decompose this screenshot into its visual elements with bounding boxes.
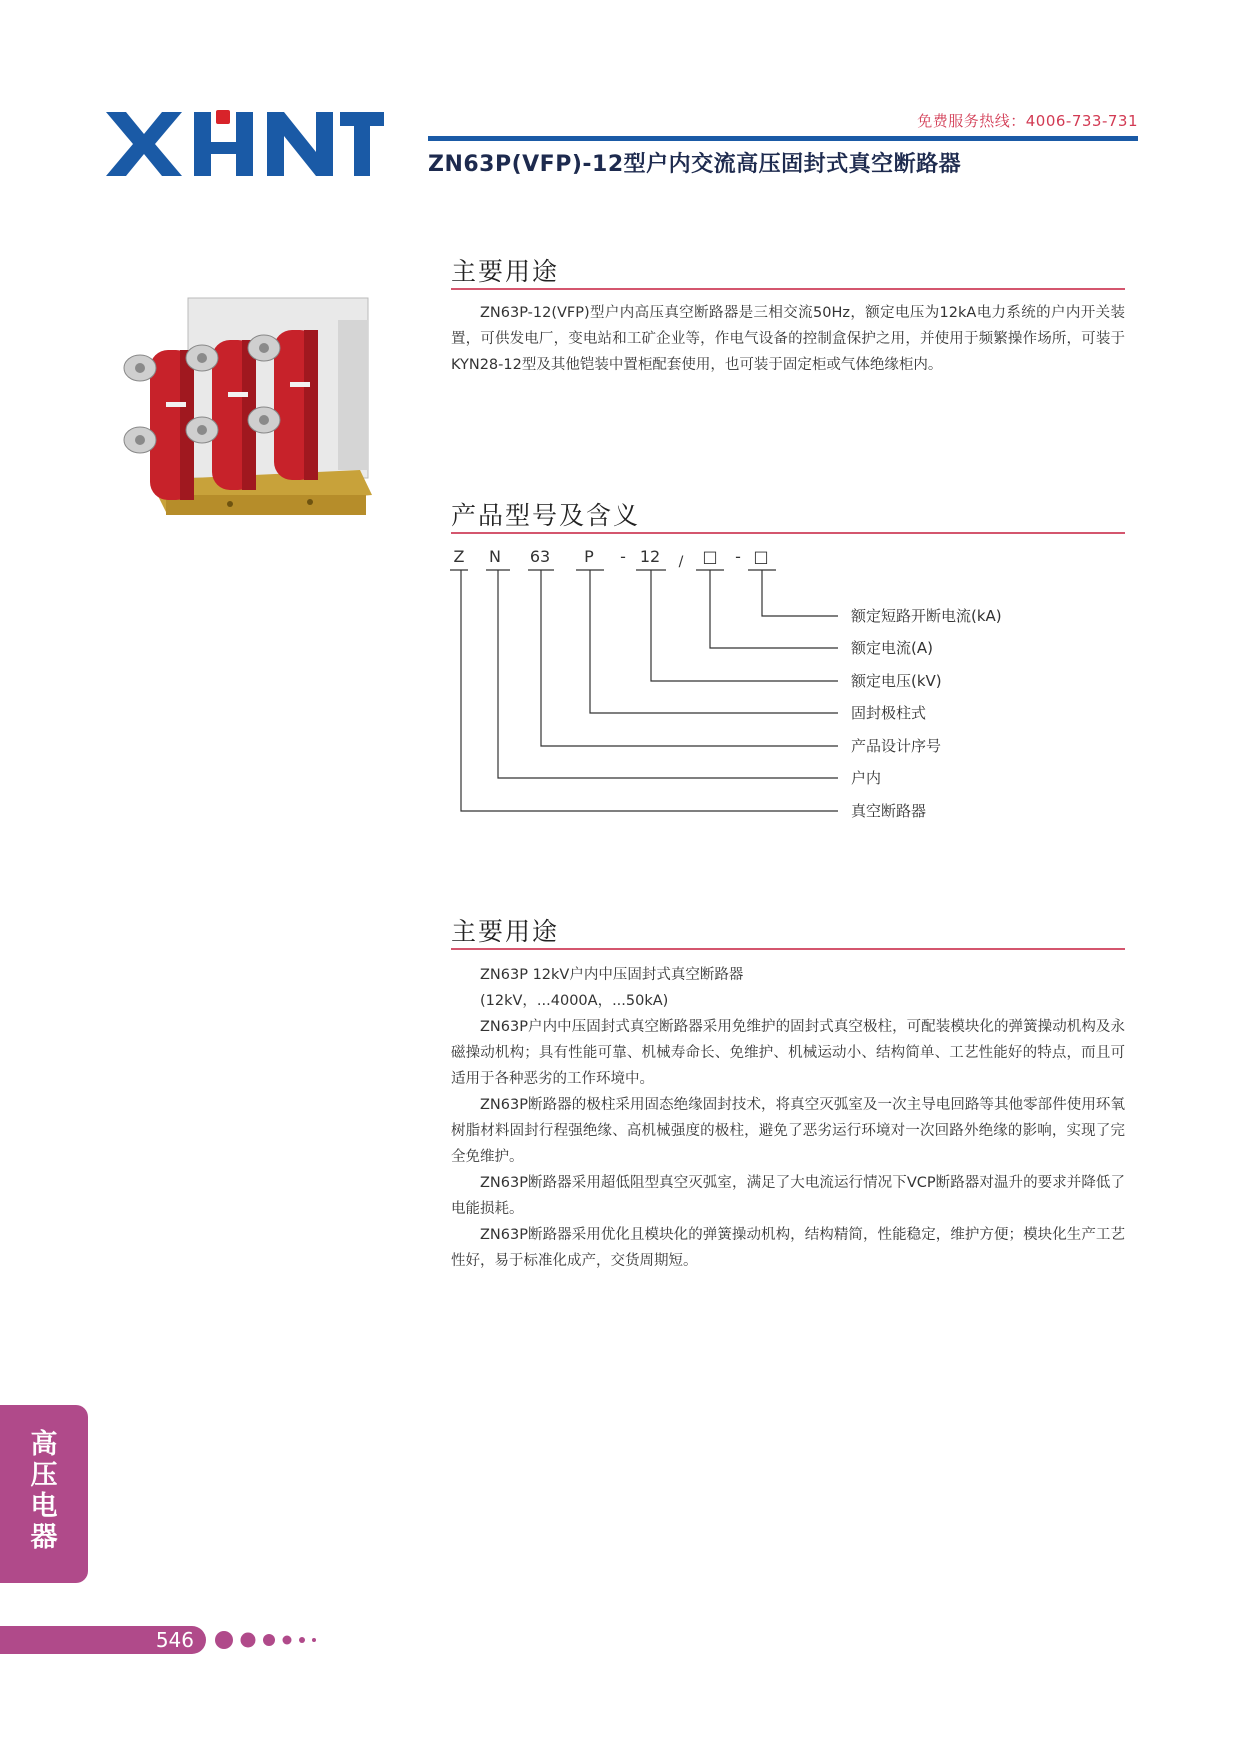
code-box-2: □	[753, 547, 769, 566]
meaning-indoor: 户内	[851, 769, 882, 787]
meaning-breaking-current: 额定短路开断电流(kA)	[851, 607, 1002, 625]
section3-paragraph-4: ZN63P断路器采用优化且模块化的弹簧操动机构，结构精简，性能稳定，维护方便；模块化生产工艺性好，易于标准化成产，交货周期短。	[451, 1227, 1125, 1269]
code-box-1: □	[702, 547, 718, 566]
page-number: 546	[155, 1628, 194, 1652]
code-z: Z	[453, 547, 465, 566]
meaning-rated-voltage: 额定电压(kV)	[851, 672, 942, 690]
section1-paragraph-block	[451, 300, 1125, 378]
meaning-embedded-pole: 固封极柱式	[851, 704, 927, 722]
meaning-vacuum-breaker: 真空断路器	[851, 802, 927, 820]
section-divider	[451, 948, 1125, 950]
code-slash: /	[678, 554, 684, 570]
section3-line1: ZN63P 12kV户内中压固封式真空断路器	[480, 967, 744, 983]
section1-paragraph: ZN63P-12(VFP)型户内高压真空断路器是三相交流50Hz，额定电压为12kA电力系统的户内开关装置，可供发电厂，变电站和工矿企业等，作电气设备的控制盒保护之用，并使用于频繁操作场所，可装于KYN28-12型及其他铠装中置柜配套使用，也可装于固定柜或气体绝缘柜内。	[451, 305, 1125, 373]
header-rule	[428, 136, 1138, 141]
code-dash-1: -	[620, 547, 626, 566]
code-dash-2: -	[735, 547, 741, 566]
meaning-rated-current: 额定电流(A)	[851, 639, 933, 657]
section3-paragraph-1: ZN63P户内中压固封式真空断路器采用免维护的固封式真空极柱，可配装模块化的弹簧操动机构及永磁操动机构；具有性能可靠、机械寿命长、免维护、机械运动小、结构简单、工艺性能好的特点，而且可适用于各种恶劣的工作环境中。	[451, 1019, 1125, 1087]
footer-dots-decoration	[214, 1630, 324, 1650]
section-divider	[451, 288, 1125, 290]
section-divider	[451, 532, 1125, 534]
section3-paragraph-2: ZN63P断路器的极柱采用固态绝缘固封技术，将真空灭弧室及一次主导电回路等其他零部件使用环氧树脂材料固封行程强绝缘、高机械强度的极柱，避免了恶劣运行环境对一次回路外绝缘的影响，实现了完全免维护。	[451, 1097, 1125, 1165]
footer-bar	[0, 1626, 206, 1654]
code-p: P	[584, 547, 594, 566]
xhnt-logo	[104, 106, 384, 178]
hotline-text: 免费服务热线：4006-733-731	[917, 112, 1138, 130]
category-side-tab	[0, 1405, 88, 1583]
section-title-model: 产品型号及含义	[451, 501, 641, 530]
section3-line2: (12kV，...4000A，...50kA)	[480, 993, 669, 1009]
model-code-diagram	[440, 540, 1060, 830]
code-n: N	[489, 547, 501, 566]
code-63: 63	[529, 547, 551, 566]
section3-paragraph-3: ZN63P断路器采用超低阻型真空灭弧室，满足了大电流运行情况下VCP断路器对温升的要求并降低了电能损耗。	[451, 1175, 1125, 1217]
category-label: 高 压 电 器	[30, 1429, 58, 1553]
code-12: 12	[639, 547, 661, 566]
section-title-main-use: 主要用途	[451, 257, 560, 286]
meaning-design-serial: 产品设计序号	[851, 737, 942, 755]
section3-paragraph-block	[451, 962, 1125, 1274]
document-title: ZN63P(VFP)-12型户内交流高压固封式真空断路器	[428, 152, 962, 177]
section-title-main-use-2: 主要用途	[451, 917, 560, 946]
circuit-breaker-photo	[110, 290, 390, 530]
